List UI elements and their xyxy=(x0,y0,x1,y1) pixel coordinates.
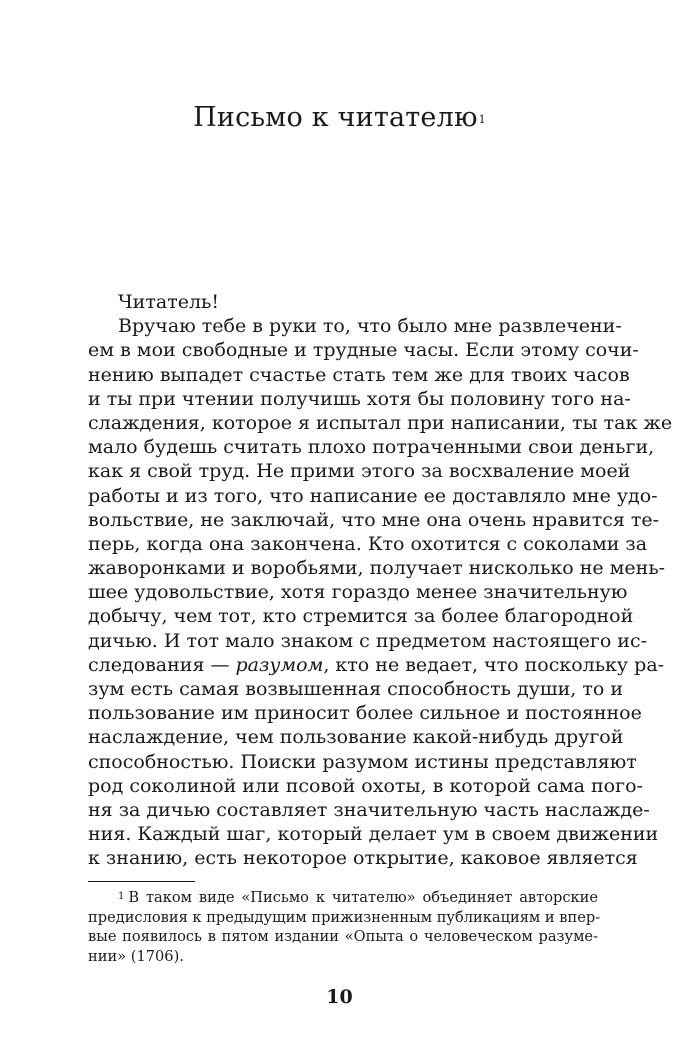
body-line: работы и из того, что написание ее доставляло мне удо- xyxy=(88,484,658,507)
body-line: зум есть самая возвышенная способность души, то и xyxy=(88,678,623,700)
body-line: и ты при чтении получишь хотя бы половину того на- xyxy=(88,387,631,410)
footnote-line: предисловия к предыдущим прижизненным публикациям и впер- xyxy=(88,908,601,926)
title-text: Письмо к читателю xyxy=(193,102,478,133)
body-line: нению выпадет счастье стать тем же для твоих часов xyxy=(88,363,630,386)
body-line: Читатель! xyxy=(118,291,219,313)
body-text xyxy=(88,290,673,871)
body-line: добычу, чем тот, кто стремится за более благородной xyxy=(88,605,634,628)
footnote-line: вые появилось в пятом издании «Опыта о человеческом разуме- xyxy=(88,928,598,946)
body-line: шее удовольствие, хотя гораздо менее значительную xyxy=(88,581,628,604)
body-line: Вручаю тебе в руки то, что было мне развлечени- xyxy=(118,315,622,338)
footnote-rule xyxy=(88,881,195,882)
body-line: вольствие, не заключай, что мне она очень нравится те- xyxy=(88,508,660,531)
footnote-line: нии» (1706). xyxy=(88,947,184,965)
page-number: 10 xyxy=(326,986,353,1008)
footnote-mark: 1 xyxy=(118,891,125,902)
title-footnote-mark: 1 xyxy=(478,113,486,126)
footnote-line: $^1$ В таком виде «Письмо к читателю» объединяет авторские xyxy=(118,889,598,906)
body-line: мало будешь считать плохо потраченными свои деньги, xyxy=(88,436,655,459)
body-line: слаждения, которое я испытал при написании, ты так же xyxy=(88,411,673,434)
body-line: жаворонками и воробьями, получает нисколько не мень- xyxy=(88,557,666,580)
body-line: к знанию, есть некоторое открытие, каковое является xyxy=(88,847,638,870)
body-line: перь, когда она закончена. Кто охотится с соколами за xyxy=(88,532,648,555)
body-line: следования — разумом, кто не ведает, что поскольку ра- xyxy=(88,653,665,676)
emphasis: разумом xyxy=(235,653,324,676)
footnote xyxy=(88,888,601,966)
body-line: способностью. Поиски разумом истины представляют xyxy=(88,750,637,773)
body-line: ем в мои свободные и трудные часы. Если этому сочи- xyxy=(88,339,639,362)
page-title xyxy=(0,100,679,136)
body-line: ния. Каждый шаг, который делает ум в своем движении xyxy=(88,823,659,846)
body-line: род соколиной или псовой охоты, в которой сама пого- xyxy=(88,774,643,797)
body-line: дичью. И тот мало знаком с предметом настоящего ис- xyxy=(88,629,648,652)
body-line: ня за дичью составляет значительную часть наслажде- xyxy=(88,798,650,821)
body-line: наслаждение, чем пользование какой-нибудь другой xyxy=(88,726,624,749)
body-line: пользование им приносит более сильное и постоянное xyxy=(88,702,642,725)
body-line: как я свой труд. Не прими этого за восхваление моей xyxy=(88,460,631,483)
